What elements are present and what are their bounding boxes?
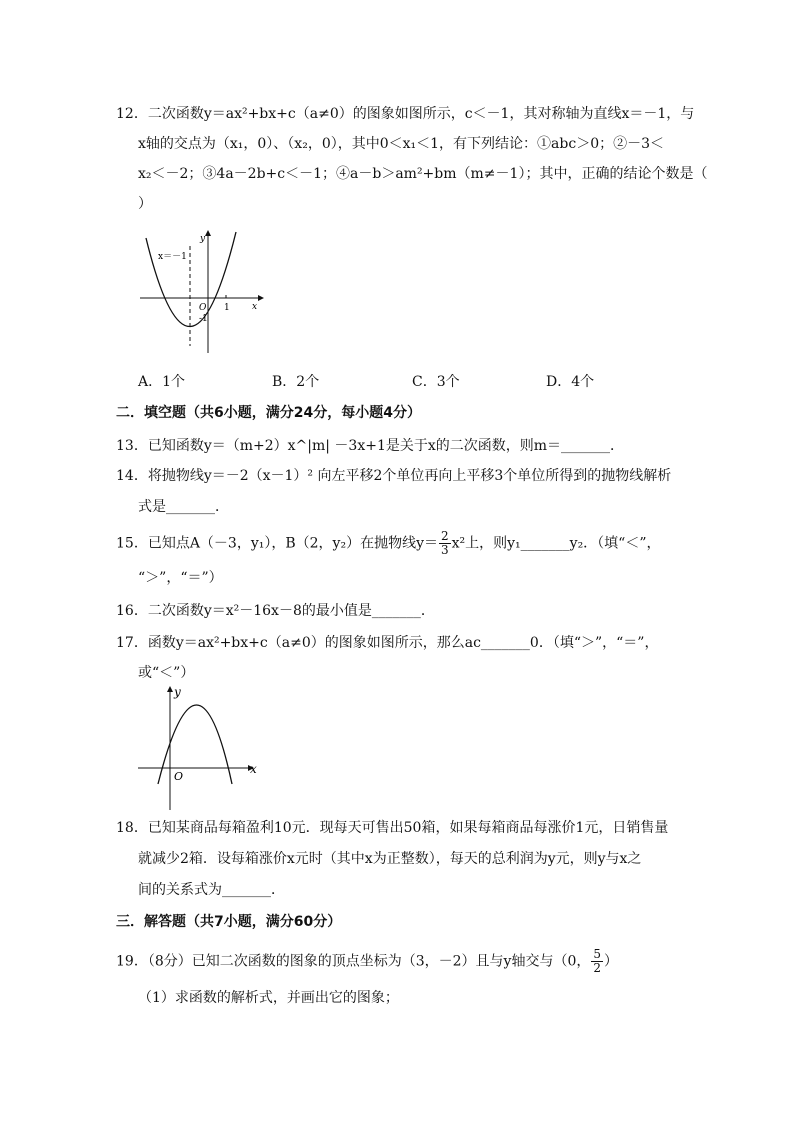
y-axis-label: y xyxy=(200,234,206,244)
q17-line-1: 17．函数y＝ax²+bx+c（a≠0）的图象如图所示，那么ac_______0．（填“＞”，“＝”， xyxy=(116,635,659,651)
q15-text-b: x²上，则y₁_______y₂．（填“＜”， xyxy=(451,535,661,552)
q15-frac-den: 3 xyxy=(440,543,449,557)
q17-parabola-graph xyxy=(136,684,266,814)
q14-line-1: 14．将抛物线y＝－2（x－1）² 向左平移2个单位再向上平移3个单位所得到的抛物线解析 xyxy=(116,468,672,484)
origin-label: O xyxy=(174,770,184,783)
y-axis-arrow-icon xyxy=(205,230,211,236)
option-a[interactable]: A．1个 xyxy=(138,374,186,390)
q18-line-2: 就减少2箱．设每箱涨价x元时（其中x为正整数），每天的总利润为y元，则y与x之 xyxy=(138,851,642,867)
y-axis-label: y xyxy=(174,685,181,699)
q13-line: 13．已知函数y＝（m+2）x^|m| －3x+1是关于x的二次函数，则m＝_______． xyxy=(116,438,625,454)
q12-line-4: ） xyxy=(138,196,152,212)
q19-frac-den: 2 xyxy=(593,961,601,975)
y-axis-arrow-icon xyxy=(167,686,173,692)
section-3-heading: 三．解答题（共7小题，满分60分） xyxy=(116,914,342,930)
origin-label: O xyxy=(199,303,207,313)
option-c[interactable]: C．3个 xyxy=(412,374,460,390)
q15-fraction xyxy=(439,530,451,557)
q18-line-3: 间的关系式为_______． xyxy=(138,882,285,898)
option-b[interactable]: B．2个 xyxy=(272,374,320,390)
q15-text-a: 15．已知点A（－3，y₁），B（2，y₂）在抛物线y＝ xyxy=(116,535,438,552)
q12-line-3: x₂＜－2；③4a－2b+c＜－1；④a－b＞am²+bm（m≠－1）；其中，正确的结论个数是（ xyxy=(138,166,708,182)
q19-text-b: ） xyxy=(604,953,618,970)
q12-line-1: 12．二次函数y＝ax²+bx+c（a≠0）的图象如图所示，c＜－1，其对称轴为直线x＝－1，与 xyxy=(116,106,695,122)
symmetry-axis-label: x＝－1 xyxy=(158,252,187,262)
q15-line-2: “＞”，“＝”） xyxy=(138,570,223,586)
q15-line-1 xyxy=(116,529,661,557)
q12-line-2: x轴的交点为（x₁，0）、（x₂，0），其中0＜x₁＜1，有下列结论：①abc＞0；②－3＜ xyxy=(138,136,665,152)
x-axis-label: x xyxy=(252,302,258,312)
q19-fraction xyxy=(591,948,603,975)
x-axis-arrow-icon xyxy=(258,295,264,301)
q17-line-2: 或“＜”） xyxy=(138,665,195,681)
tick-label-neg-one: -1 xyxy=(199,314,208,324)
q18-line-1: 18．已知某商品每箱盈利10元．现每天可售出50箱，如果每箱商品每涨价1元，日销售量 xyxy=(116,820,669,836)
q14-line-2: 式是_______． xyxy=(138,499,229,515)
section-2-heading: 二．填空题（共6小题，满分24分，每小题4分） xyxy=(116,405,421,421)
q19-frac-num: 5 xyxy=(593,947,601,961)
q19-sub-1: （1）求函数的解析式，并画出它的图象； xyxy=(138,990,399,1006)
q16-line: 16．二次函数y＝x²－16x－8的最小值是_______． xyxy=(116,603,435,619)
q19-text-a: 19．（8分）已知二次函数的图象的顶点坐标为（3，－2）且与y轴交与（0， xyxy=(116,953,591,970)
x-axis-label: x xyxy=(250,762,257,776)
q19-line-1 xyxy=(116,948,636,975)
q15-frac-num: 2 xyxy=(440,529,449,543)
tick-label-one: 1 xyxy=(224,303,230,313)
option-d[interactable]: D．4个 xyxy=(546,374,595,390)
q12-parabola-graph xyxy=(136,228,266,358)
